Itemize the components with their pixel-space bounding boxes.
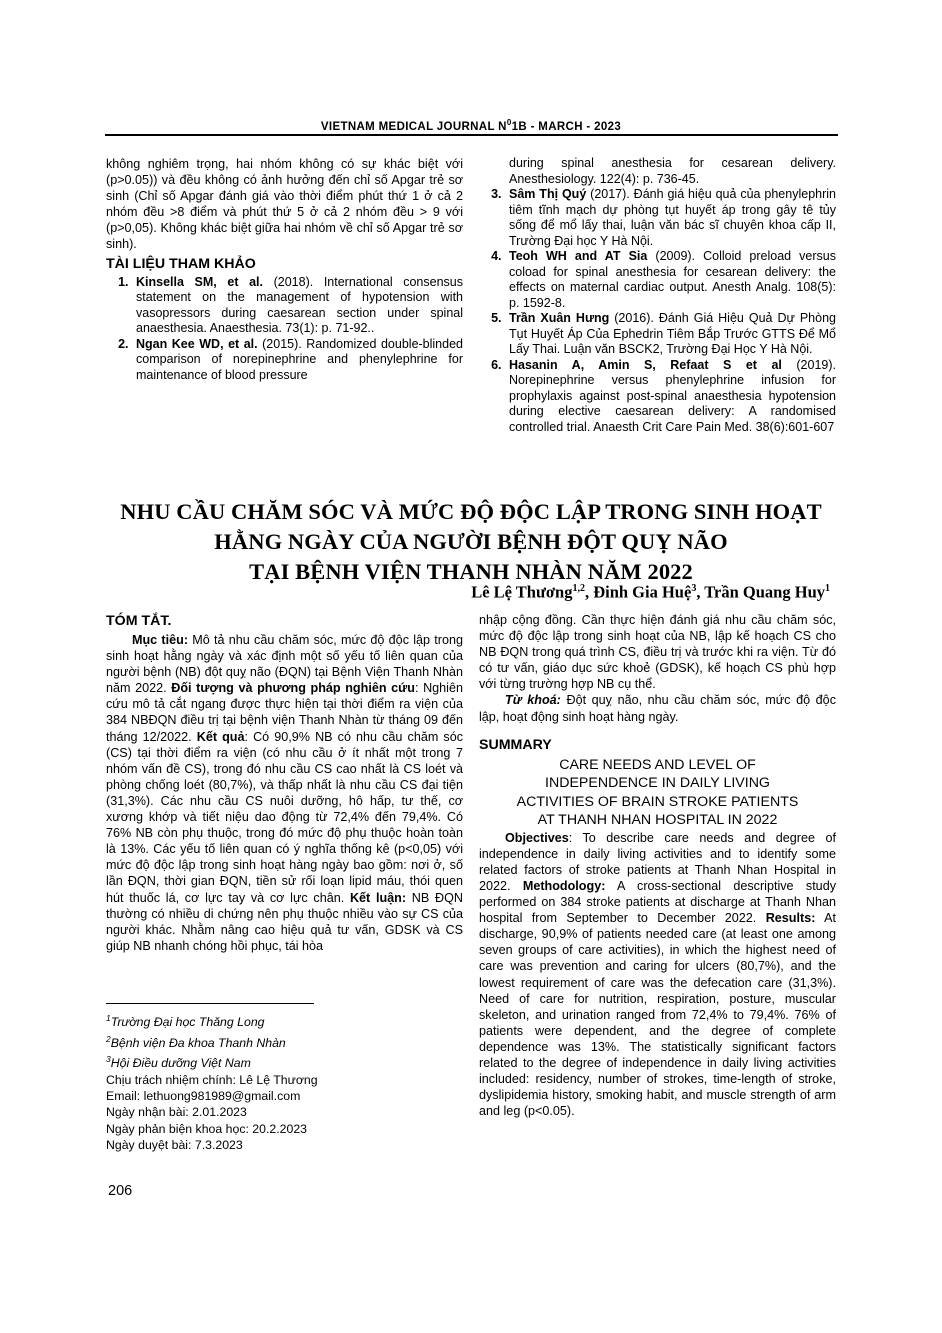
- summary-heading: SUMMARY: [479, 736, 552, 753]
- affiliation-2-text: Bệnh viện Đa khoa Thanh Nhàn: [110, 1035, 286, 1050]
- reference-list-left: [106, 275, 463, 384]
- summary-title: [479, 756, 836, 830]
- abstract-vi-heading: [106, 612, 463, 631]
- reference-body: (2009). Colloid preload versus coload for spinal anesthesia for cesarean delivery: the effects on maternal cardiac output. Anesth Analg. 108(5): p. 1592-8.: [509, 249, 837, 310]
- reference-item-6: [505, 358, 836, 436]
- affiliation-1-text: Trường Đại học Thăng Long: [110, 1015, 265, 1030]
- corresponding-email: Email: lethuong981989@gmail.com: [106, 1088, 301, 1103]
- reference-item-1: [132, 275, 463, 337]
- label-keywords: Từ khoá:: [505, 693, 561, 708]
- reference-authors: Ngan Kee WD, et al.: [136, 336, 258, 351]
- reference-body: (2015). Randomized double-blinded comparison of norepinephrine and phenylephrine for maintenance of blood pressure: [136, 336, 463, 382]
- reference-authors: Sâm Thị Quý: [509, 187, 587, 201]
- article-title-line-2: HẰNG NGÀY CỦA NGƯỜI BỆNH ĐỘT QUỴ NÃO: [214, 529, 728, 554]
- summary-title-line-2: INDEPENDENCE IN DAILY LIVING: [545, 775, 770, 792]
- label-methods: Đối tượng và phương pháp nghiên cứu: [171, 681, 415, 696]
- text-objective: Mô tả nhu cầu chăm sóc, mức độ độc lập trong sinh hoạt hằng ngày và xác định một số yếu tố liên quan của người bệnh (NB) đột quỵ não (ĐQN) tại Bệnh Viện Thanh Nhàn năm 2022.: [106, 633, 463, 696]
- date-reviewed: Ngày phản biện khoa học: 20.2.2023: [106, 1121, 308, 1136]
- page-number: 206: [108, 1183, 133, 1199]
- references-heading: TÀI LIỆU THAM KHẢO: [106, 255, 256, 272]
- label-objectives-en: Objectives: [505, 830, 569, 845]
- text-keywords: Đột quỵ não, nhu cầu chăm sóc, mức độ độc lập, hoạt động sinh hoạt hàng ngày.: [479, 693, 836, 724]
- summary-paragraph: [479, 830, 836, 1120]
- text-conclusion: NB ĐQN thường có nhiều di chứng nên phụ thuộc nhiều vào sự CS của người khác. Nhằm nâng cao hiệu quả tư vấn, GDSK và CS giúp NB nhanh chóng hồi phục, tái hòa: [106, 890, 463, 953]
- reference-item-4: [505, 249, 836, 311]
- article-title: [106, 497, 836, 587]
- reference-item-3: [505, 187, 836, 249]
- reference-list-right: [479, 187, 836, 435]
- previous-article-left-column: [106, 156, 463, 383]
- running-head-suffix: 1B - MARCH - 2023: [511, 120, 622, 133]
- reference-body: (2017). Đánh giá hiệu quả của phenylephrin tiêm tĩnh mạch dự phòng tụt huyết áp trong gây tê tủy sống để mổ lấy thai, luận văn bác sĩ chuyên khoa cấp II, Trường Đại học Y Hà Nội.: [509, 187, 836, 248]
- reference-authors: Trần Xuân Hưng: [509, 311, 610, 325]
- corresponding-author: Chịu trách nhiệm chính: Lê Lệ Thương: [106, 1072, 318, 1087]
- article-title-line-3: TẠI BỆNH VIỆN THANH NHÀN NĂM 2022: [249, 559, 693, 584]
- previous-article-right-column: [479, 156, 836, 435]
- abstract-vi-heading-text: TÓM TẮT: [106, 613, 168, 629]
- reference-authors: Teoh WH and AT Sia: [509, 249, 648, 263]
- footnote-block: [106, 1010, 463, 1154]
- previous-article-tail-paragraph: không nghiêm trọng, hai nhóm không có sự khác biệt với (p>0.05)) và đều không có ảnh hưởng đến chỉ số Apgar trẻ sơ sinh (Chỉ số Apgar đánh giá vào thời điểm phút thứ 1 ở cả 2 nhóm đều >8 điểm và phút thứ 5 ở cả 2 nhóm đều > 9 với (p>0,05). Không khác biệt giữa hai nhóm về chỉ số Apgar trẻ sơ sinh).: [106, 157, 463, 252]
- running-head: [105, 118, 837, 133]
- date-received: Ngày nhận bài: 2.01.2023: [106, 1105, 247, 1120]
- abstract-vi-continuation: [479, 612, 836, 692]
- running-head-prefix: VIETNAM MEDICAL JOURNAL N: [320, 120, 507, 133]
- reference-body: (2019). Norepinephrine versus phenylephrine infusion for prophylaxis against post-spinal anaesthesia hypotension during elective caesarean delivery: A randomised controlled trial. Anaesth Crit Care Pain Med. 38(6):601-607: [509, 357, 836, 434]
- reference-item-5: [505, 311, 836, 358]
- text-methodology-en: A cross-sectional descriptive study performed on 384 stroke patients at discharge at Thanh Nhan hospital from September to December 2022.: [479, 878, 836, 926]
- reference-body: (2016). Đánh Giá Hiệu Quả Dự Phòng Tụt Huyết Áp Của Ephedrin Tiêm Bắp Trước GTTS Để Mổ Lấy Thai. Luận văn BSCK2, Trường Đại Học Y Hà Nội.: [509, 311, 836, 356]
- date-accepted: Ngày duyệt bài: 7.3.2023: [106, 1138, 243, 1153]
- reference-2-continuation: during spinal anesthesia for cesarean delivery. Anesthesiology. 122(4): p. 736-45.: [509, 156, 836, 186]
- reference-body: (2018). International consensus statement on the management of hypotension with vasopressors during caesarean section under spinal anaesthesia. Anaesthesia. 73(1): p. 71-92..: [136, 274, 463, 336]
- label-methodology-en: Methodology:: [522, 878, 606, 893]
- article-title-line-1: NHU CẦU CHĂM SÓC VÀ MỨC ĐỘ ĐỘC LẬP TRONG SINH HOẠT: [120, 499, 822, 524]
- summary-title-line-4: AT THANH NHAN HOSPITAL IN 2022: [537, 812, 778, 829]
- affiliation-3-text: Hội Điều dưỡng Việt Nam: [110, 1056, 251, 1071]
- running-head-superscript: 0: [506, 118, 512, 127]
- affiliation-1-marker: 1: [106, 1013, 111, 1023]
- label-conclusion: Kết luận:: [349, 890, 407, 905]
- header-rule: [105, 134, 838, 136]
- text-objectives-en: : To describe care needs and degree of independence in daily living activities and to identify some related factors of stroke patients at Thanh Nhan Hospital in 2022.: [479, 830, 836, 893]
- reference-authors: Hasanin A, Amin S, Refaat S et al: [509, 357, 782, 372]
- footnote-rule: [106, 1003, 314, 1004]
- reference-authors: Kinsella SM, et al.: [136, 274, 263, 289]
- abstract-english-column: [479, 612, 836, 1119]
- affiliation-2: [106, 1031, 463, 1052]
- abstract-vi-keywords: [479, 692, 836, 724]
- affiliation-1: [106, 1010, 463, 1031]
- affiliation-2-marker: 2: [106, 1033, 111, 1044]
- article-authors: Lê Lệ Thương$^{1,2}$, Đinh Gia Huệ$^3$, Trần Quang Huy$^1$: [471, 582, 830, 602]
- summary-title-line-1: CARE NEEDS AND LEVEL OF: [559, 756, 756, 773]
- abstract-vietnamese-column: [106, 612, 463, 954]
- affiliation-3-marker: 3: [106, 1054, 111, 1064]
- label-objective: Mục tiêu:: [132, 633, 189, 647]
- abstract-vi-heading-suffix: .: [167, 613, 172, 629]
- summary-title-line-3: ACTIVITIES OF BRAIN STROKE PATIENTS: [516, 793, 799, 810]
- text-results-en: At discharge, 90,9% of patients needed care (at least one among seven groups of care activities), in which the highest need of care was prevention and caring for ulcers (80,7%), and the lowest requirement of care was the defecation care (31,3%). Need of care for nutrition, respiration, posture, muscular skeleton, and urination ranged from 72,4% to 79,4%. 76% of patients were dependent, and the degree of complete dependence was 13%. The statistically significant factors related to the degree of independence in daily living activities included: residency, number of strokes, time-length of stroke, dyslipidemia history, smoking habit, and muscle strength of arm and leg (p<0.05).: [479, 911, 836, 1119]
- text-conclusion-continued: nhập cộng đồng. Cần thực hiện đánh giá nhu cầu chăm sóc, mức độ độc lập trong sinh hoạt của NB, lập kế hoạch CS cho NB ĐQN trong quá trình CS, điều trị và trước khi ra viện. Từ đó có tư vấn, giáo dục sức khoẻ (GDSK), kế hoạch CS phù hợp với từng trường hợp NB cụ thể.: [479, 613, 836, 692]
- affiliation-3: [106, 1051, 463, 1072]
- text-methods: : Nghiên cứu mô tả cắt ngang được thực hiện tại thời điểm ra viện của 384 NBĐQN điều trị tại bệnh viện Thanh Nhàn từ tháng 09 đến tháng 12/2022.: [106, 681, 463, 744]
- label-results-en: Results:: [765, 911, 816, 926]
- label-results: Kết quả: [196, 729, 245, 744]
- text-results: : Có 90,9% NB có nhu cầu chăm sóc (CS) tại thời điểm ra viện (có nhu cầu ở ít nhất một trong 7 nhóm vấn đề CS), trong đó nhu cầu CS cao nhất là CS loét và phòng chống loét (80,7%), và thấp nhất là nhu cầu CS đại tiện (31,3%). Các nhu cầu CS nuôi dưỡng, hô hấp, tư thế, cơ xương khớp và tiết niệu dao động từ 72,4% đến 79,4%. Có 76% NB còn phụ thuộc, trong đó mức độ phụ thuộc hoàn toàn là 13%. Các yếu tố liên quan có ý nghĩa thống kê (p<0,05) với mức độ độc lập trong sinh hoạt hàng ngày bao gồm: nơi ở, số lần ĐQN, thời gian ĐQN, tiền sử rối loạn lipid máu, thói quen hút thuốc lá, cơ lực tay và cơ lực chân.: [106, 729, 463, 905]
- reference-item-2: [132, 337, 463, 384]
- abstract-vi-paragraph: [106, 632, 463, 954]
